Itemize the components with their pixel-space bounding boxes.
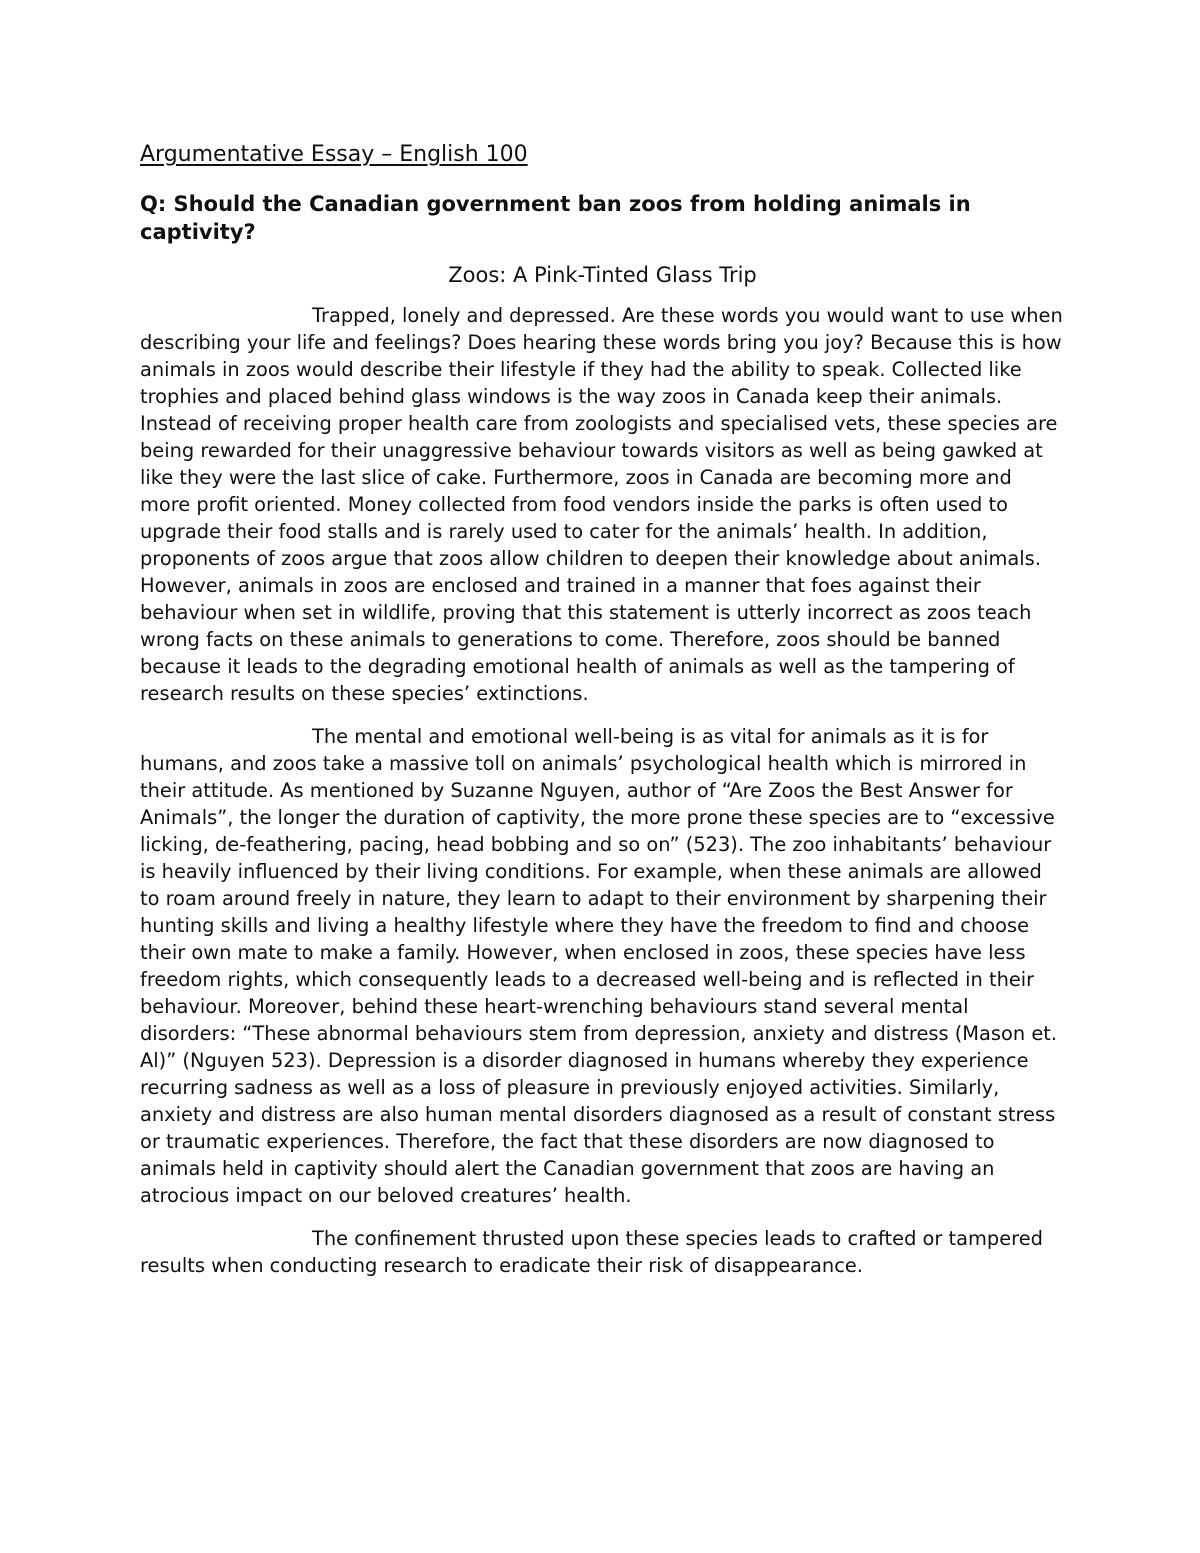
paragraph-body-1: The mental and emotional well-being is as vital for animals as it is for humans, and zoos take a massive toll on animals’ psychological health which is mirrored in their attitude. As mentioned by Suzanne Nguyen, author of “Are Zoos the Best Answer for Animals”, the longer the duration of captivity, the more prone these species are to “excessive licking, de-feathering, pacing, head bobbing and so on” (523). The zoo inhabitants’ behaviour is heavily influenced by their living conditions. For example, when these animals are allowed to roam around freely in nature, they learn to adapt to their environment by sharpening their hunting skills and living a healthy lifestyle where they have the freedom to find and choose their own mate to make a family. However, when enclosed in zoos, these species have less freedom rights, which consequently leads to a decreased well-being and is reflected in their behaviour. Moreover, behind these heart-wrenching behaviours stand several mental disorders: “These abnormal behaviours stem from depression, anxiety and distress (Mason et. Al)” (Nguyen 523). Depression is a disorder diagnosed in humans whereby they experience recurring sadness as well as a loss of pleasure in previously enjoyed activities. Similarly, anxiety and distress are also human mental disorders diagnosed as a result of constant stress or traumatic experiences. Therefore, the fact that these disorders are now diagnosed to animals held in captivity should alert the Canadian government that zoos are having an atrocious impact on our beloved creatures’ health. (140, 725, 1058, 1207)
document-page (140, 140, 1065, 1295)
course-title: Argumentative Essay – English 100 (140, 142, 528, 167)
essay-question: Q: Should the Canadian government ban zoos from holding animals in captivity? (140, 192, 971, 244)
paragraph-body-2: The confinement thrusted upon these species leads to crafted or tampered results when conducting research to eradicate their risk of disappearance. (140, 1227, 1043, 1277)
essay-title: Zoos: A Pink-Tinted Glass Trip (448, 263, 757, 287)
paragraph-introduction: Trapped, lonely and depressed. Are these words you would want to use when describing your life and feelings? Does hearing these words bring you joy? Because this is how animals in zoos would describe their lifestyle if they had the ability to speak. Collected like trophies and placed behind glass windows is the way zoos in Canada keep their animals. Instead of receiving proper health care from zoologists and specialised vets, these species are being rewarded for their unaggressive behaviour towards visitors as well as being gawked at like they were the last slice of cake. Furthermore, zoos in Canada are becoming more and more profit oriented. Money collected from food vendors inside the parks is often used to upgrade their food stalls and is rarely used to cater for the animals’ health. In addition, proponents of zoos argue that zoos allow children to deepen their knowledge about animals. However, animals in zoos are enclosed and trained in a manner that foes against their behaviour when set in wildlife, proving that this statement is utterly incorrect as zoos teach wrong facts on these animals to generations to come. Therefore, zoos should be banned because it leads to the degrading emotional health of animals as well as the tampering of research results on these species’ extinctions. (140, 304, 1063, 705)
